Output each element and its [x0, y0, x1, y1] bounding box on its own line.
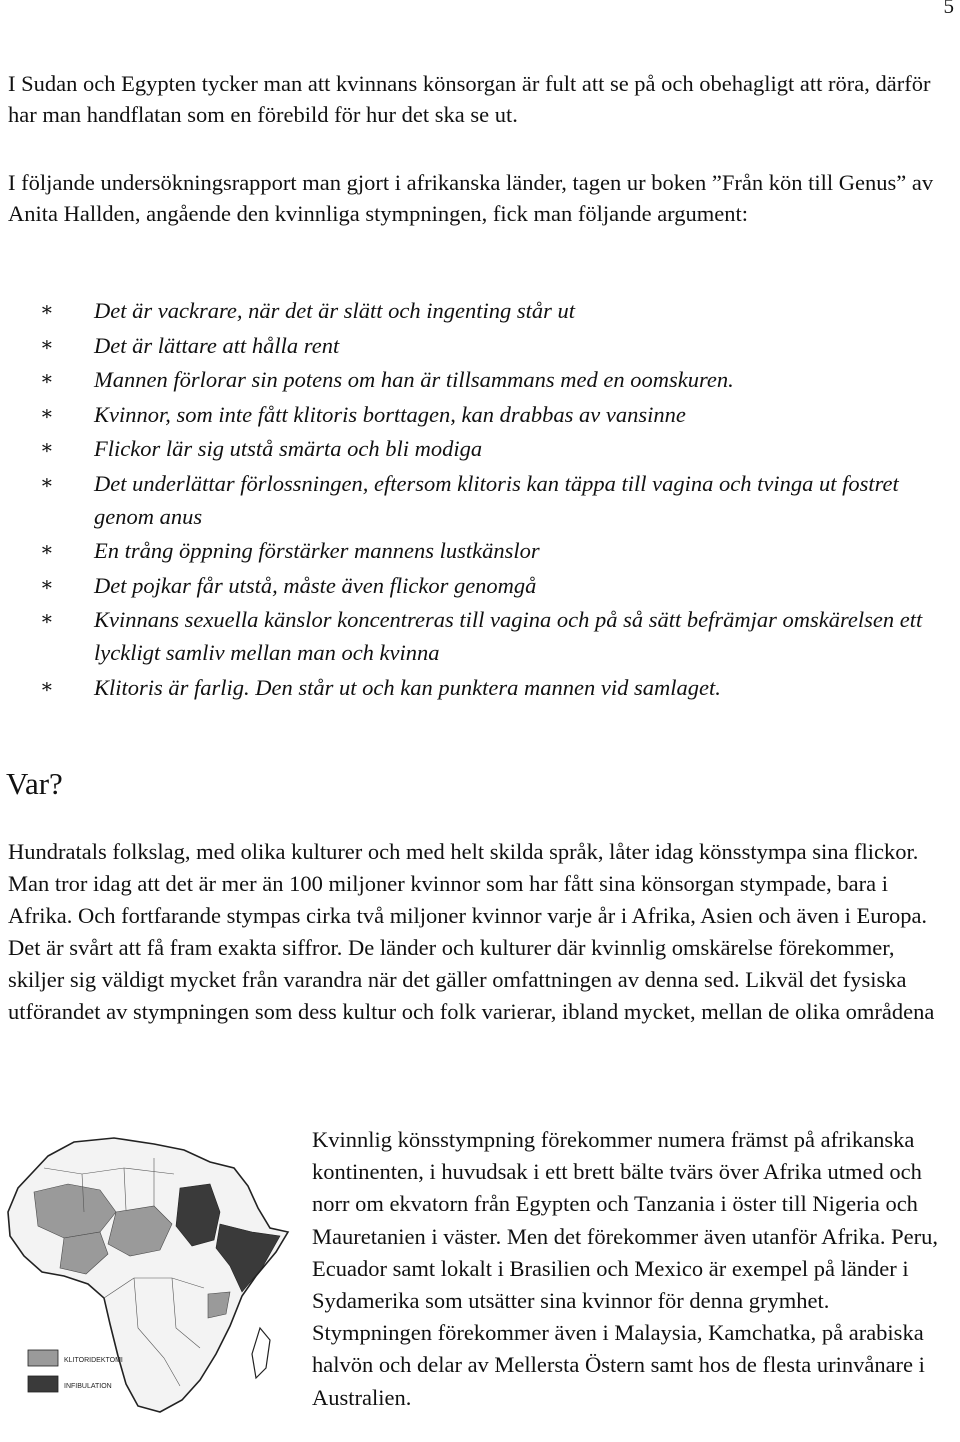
argument-text: Mannen förlorar sin potens om han är tillsammans med en oomskuren. — [94, 367, 734, 392]
map-legend — [28, 1350, 123, 1392]
paragraph-report-intro: I följande undersökningsrapport man gjort i afrikanska länder, tagen ur boken ”Från kön till Genus” av Anita Hallden, angående den kvinnliga stympningen, fick man följande argument: — [8, 170, 934, 226]
madagascar-outline — [252, 1328, 270, 1378]
bullet-star-icon: ∗ — [40, 402, 54, 425]
argument-list — [40, 294, 945, 705]
argument-text: En trång öppning förstärker mannens lustkänslor — [94, 538, 540, 563]
section-heading-var: Var? — [6, 766, 63, 801]
bullet-star-icon: ∗ — [40, 539, 54, 561]
list-item — [40, 671, 945, 704]
list-item — [40, 534, 945, 567]
argument-text: Klitoris är farlig. Den står ut och kan punktera mannen vid samlaget. — [94, 674, 721, 700]
argument-text: Det underlättar förlossningen, eftersom klitoris kan täppa till vagina och tvinga ut fostret genom anus — [94, 470, 899, 529]
bullet-star-icon: ∗ — [40, 471, 54, 494]
list-item — [40, 398, 945, 431]
legend-label-klitoridektomi: KLITORIDEKTOMI — [64, 1357, 123, 1364]
list-item — [40, 363, 945, 396]
africa-map-figure — [4, 1128, 294, 1428]
paragraph-sudan-egypt: I Sudan och Egypten tycker man att kvinnans könsorgan är fult att se på och obehagligt att röra, därför har man handflatan som en förebild för hur det ska se ut. — [8, 71, 931, 127]
list-item — [40, 294, 945, 327]
bullet-star-icon: ∗ — [40, 333, 54, 356]
bullet-star-icon: ∗ — [40, 368, 54, 390]
argument-text: Det är lättare att hålla rent — [94, 332, 340, 358]
legend-label-infibulation: INFIBULATION — [64, 1383, 112, 1390]
bullet-star-icon: ∗ — [40, 299, 54, 321]
bullet-star-icon: ∗ — [40, 437, 54, 459]
argument-text: Flickor lär sig utstå smärta och bli modiga — [94, 436, 483, 461]
paragraph-prevalence: Hundratals folkslag, med olika kulturer och med helt skilda språk, låter idag könsstympa sina flickor. Man tror idag att det är mer än 100 miljoner kvinnor som har fått sina könsorgan stympade, bara i Afrika. Och fortfarande stympas cirka två miljoner kvinnor varje år i Afrika, Asien och även i Europa. Det är svårt att få fram exakta siffror. De länder och kulturer där kvinnlig omskärelse förekommer, skiljer sig väldigt mycket från varandra när det gäller omfattningen av denna sed. Likväl det fysiska utförandet av stympningen som dess kultur och folk varierar, ibland mycket, mellan de olika områdena — [8, 839, 935, 1024]
africa-map-icon — [4, 1128, 294, 1428]
bullet-star-icon: ∗ — [40, 608, 54, 630]
list-item — [40, 467, 945, 533]
paragraph-geographic-spread: Kvinnlig könsstympning förekommer numera främst på afrikanska kontinenten, i huvudsak i ett brett bälte tvärs över Afrika utmed och norr om ekvatorn från Egypten och Tanzania i öster till Nigeria och Mauretanien i väster. Men det förekommer även utanför Afrika. Peru, Ecuador samt lokalt i Brasilien och Mexico är exempel på länder i Sydamerika som utsätter sina kvinnor för denna grymhet. Stympningen förekommer även i Malaysia, Kamchatka, på arabiska halvön och delar av Mellersta Östern samt hos de flesta urinvånare i Australien. — [312, 1127, 939, 1410]
argument-text: Det pojkar får utstå, måste även flickor genomgå — [94, 572, 537, 598]
argument-text: Det är vackrare, när det är slätt och ingenting står ut — [94, 298, 575, 323]
list-item — [40, 569, 945, 602]
list-item — [40, 603, 945, 669]
legend-swatch-klitoridektomi — [28, 1350, 58, 1366]
bullet-star-icon: ∗ — [40, 573, 54, 596]
argument-text: Kvinnor, som inte fått klitoris borttagen, kan drabbas av vansinne — [94, 401, 686, 427]
legend-swatch-infibulation — [28, 1376, 58, 1392]
page-number: 5 — [943, 0, 954, 18]
argument-text: Kvinnans sexuella känslor koncentreras till vagina och på så sätt befrämjar omskärelsen ett lyckligt samliv mellan man och kvinna — [94, 607, 923, 665]
list-item — [40, 329, 945, 362]
bullet-star-icon: ∗ — [40, 675, 54, 698]
list-item — [40, 432, 945, 465]
